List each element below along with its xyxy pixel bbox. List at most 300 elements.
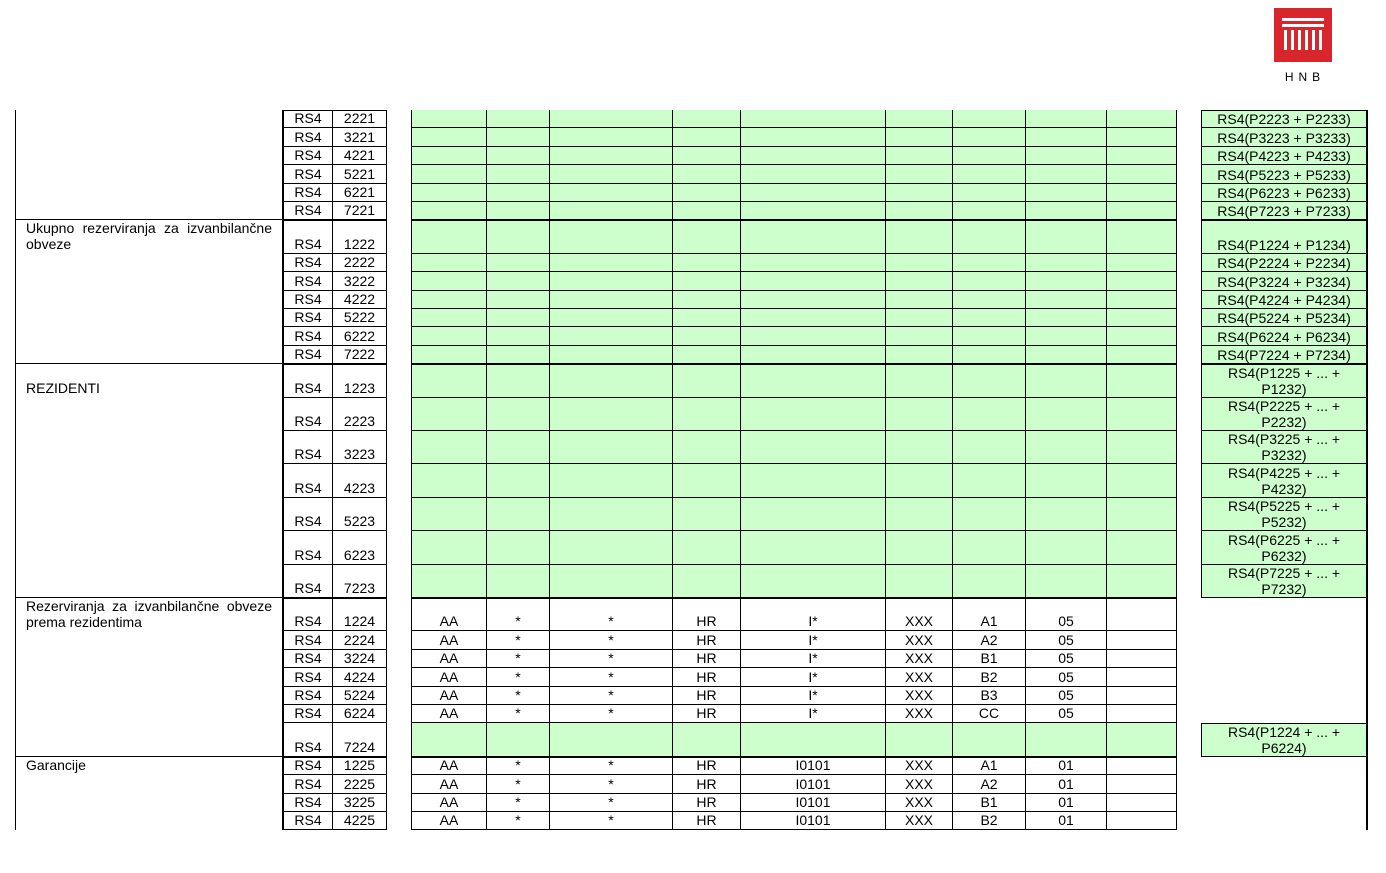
data-cell (1107, 565, 1177, 598)
data-cell (1107, 668, 1177, 686)
data-cell (1026, 110, 1107, 128)
formula-text: RS4(P7224 + P7234) (1217, 347, 1351, 364)
data-cell (673, 165, 741, 183)
data-cell: XXX (886, 631, 953, 649)
row-number: 2224 (333, 631, 387, 649)
data-cell (1107, 775, 1177, 793)
row-number: 4223 (333, 464, 387, 497)
data-cell (550, 128, 673, 146)
data-cell: A1 (953, 598, 1026, 631)
data-cell (741, 291, 886, 309)
formula-text: RS4(P2225 + ... + P2232) (1227, 397, 1341, 430)
data-cell (411, 291, 487, 309)
data-cell (741, 202, 886, 220)
row-code: RS4 (283, 398, 333, 431)
data-cell (550, 272, 673, 290)
cells-top-border (411, 598, 1177, 599)
row-top-border (283, 220, 387, 221)
cells-top-border (411, 364, 1177, 365)
data-cell (411, 309, 487, 327)
data-cell (1026, 498, 1107, 531)
row-code: RS4 (283, 165, 333, 183)
row-code: RS4 (283, 346, 333, 364)
data-cell: HR (673, 775, 741, 793)
data-cell (411, 723, 487, 756)
data-cell (886, 254, 953, 272)
data-cell: XXX (886, 650, 953, 668)
data-cell (550, 464, 673, 497)
data-cell: A2 (953, 631, 1026, 649)
data-cell (550, 309, 673, 327)
data-cell (1107, 202, 1177, 220)
section-label-cell (15, 110, 283, 220)
formula-text: RS4(P1224 + P1234) (1217, 236, 1351, 253)
formula-cell (1201, 398, 1367, 431)
data-cell (886, 184, 953, 202)
data-cell: AA (411, 705, 487, 723)
data-cell (550, 184, 673, 202)
data-cell (411, 346, 487, 364)
data-cell (953, 165, 1026, 183)
data-cell (886, 220, 953, 253)
data-cell (1107, 498, 1177, 531)
data-cell (1107, 254, 1177, 272)
data-cell (1107, 812, 1177, 830)
data-cell (741, 128, 886, 146)
data-cell (411, 184, 487, 202)
data-cell (673, 346, 741, 364)
data-cell (1107, 220, 1177, 253)
row-number: 4222 (333, 291, 387, 309)
data-cell (953, 464, 1026, 497)
data-cell (1107, 309, 1177, 327)
data-cell: 05 (1026, 631, 1107, 649)
row-code: RS4 (283, 650, 333, 668)
data-cell: * (550, 794, 673, 812)
data-cell: 05 (1026, 650, 1107, 668)
data-cell (1107, 327, 1177, 345)
data-cell (953, 202, 1026, 220)
data-cell (673, 272, 741, 290)
formula-cell (1201, 309, 1367, 327)
data-cell: * (487, 812, 550, 830)
data-cell: * (550, 631, 673, 649)
data-cell (673, 364, 741, 397)
data-cell (1107, 757, 1177, 775)
data-cell (953, 723, 1026, 756)
data-cell: HR (673, 812, 741, 830)
data-cell (487, 220, 550, 253)
row-code: RS4 (283, 254, 333, 272)
data-cell (487, 202, 550, 220)
data-cell (550, 110, 673, 128)
data-cell (886, 498, 953, 531)
data-cell (1107, 346, 1177, 364)
row-number: 4224 (333, 668, 387, 686)
cells-top-border (411, 220, 1177, 221)
data-cell (1107, 398, 1177, 431)
formula-text: RS4(P5225 + ... + P5232) (1227, 498, 1341, 531)
data-cell (487, 498, 550, 531)
row-number: 2222 (333, 254, 387, 272)
data-cell: I* (741, 631, 886, 649)
data-cell (1026, 531, 1107, 564)
formula-cell (1201, 531, 1367, 564)
row-top-border (283, 110, 387, 111)
section-label: Rezerviranja za izvanbilančne obveze prema rezidentima (26, 598, 272, 630)
row-number: 7221 (333, 202, 387, 220)
row-number: 5222 (333, 309, 387, 327)
data-cell (550, 723, 673, 756)
formula-text: RS4(P7225 + ... + P7232) (1227, 564, 1341, 597)
formula-cell (1201, 346, 1367, 364)
formula-cell (1201, 184, 1367, 202)
data-cell (1026, 128, 1107, 146)
data-cell: * (487, 631, 550, 649)
formula-text: RS4(P1224 + ... + P6224) (1227, 723, 1341, 756)
formula-text: RS4(P4225 + ... + P4232) (1227, 464, 1341, 497)
data-cell: A1 (953, 757, 1026, 775)
section-label: Ukupno rezerviranja za izvanbilančne obveze (26, 220, 272, 253)
data-cell (886, 202, 953, 220)
row-code: RS4 (283, 309, 333, 327)
row-number: 7223 (333, 565, 387, 598)
data-cell (953, 272, 1026, 290)
data-cell (550, 398, 673, 431)
row-code: RS4 (283, 631, 333, 649)
data-cell (1026, 291, 1107, 309)
data-cell: I* (741, 650, 886, 668)
data-cell (673, 254, 741, 272)
section-label: Garancije (26, 756, 86, 773)
row-code: RS4 (283, 272, 333, 290)
data-cell (411, 272, 487, 290)
data-cell (487, 531, 550, 564)
data-cell (741, 327, 886, 345)
data-cell (886, 165, 953, 183)
data-cell: XXX (886, 668, 953, 686)
row-number: 3223 (333, 431, 387, 464)
data-cell: XXX (886, 598, 953, 631)
data-cell: 05 (1026, 687, 1107, 705)
data-cell (1107, 650, 1177, 668)
data-cell (1026, 220, 1107, 253)
data-cell (487, 723, 550, 756)
row-number: 5223 (333, 498, 387, 531)
data-cell (953, 220, 1026, 253)
data-cell: * (550, 775, 673, 793)
row-number: 6224 (333, 705, 387, 723)
row-number: 1224 (333, 598, 387, 631)
row-code: RS4 (283, 464, 333, 497)
row-code: RS4 (283, 110, 333, 128)
data-cell: * (550, 668, 673, 686)
row-number: 6221 (333, 184, 387, 202)
data-cell: B1 (953, 794, 1026, 812)
data-cell (411, 128, 487, 146)
data-cell (411, 464, 487, 497)
data-cell: * (550, 757, 673, 775)
row-number: 3225 (333, 794, 387, 812)
formula-text: RS4(P2223 + P2233) (1217, 111, 1351, 128)
data-cell (487, 464, 550, 497)
formula-text: RS4(P6223 + P6233) (1217, 184, 1351, 201)
row-number: 3221 (333, 128, 387, 146)
data-cell: B2 (953, 668, 1026, 686)
formula-cell (1201, 202, 1367, 220)
data-cell (953, 531, 1026, 564)
data-cell (741, 464, 886, 497)
data-cell (550, 498, 673, 531)
section-label-cell (15, 364, 283, 598)
data-cell (411, 531, 487, 564)
data-cell (741, 309, 886, 327)
data-cell (1026, 346, 1107, 364)
data-cell (673, 110, 741, 128)
formula-text: RS4(P5223 + P5233) (1217, 166, 1351, 183)
data-cell (886, 110, 953, 128)
data-cell (673, 723, 741, 756)
formula-text: RS4(P1225 + ... + P1232) (1227, 364, 1341, 397)
row-number: 4225 (333, 812, 387, 830)
data-cell: * (550, 598, 673, 631)
row-code: RS4 (283, 723, 333, 756)
data-cell (673, 464, 741, 497)
data-cell (487, 128, 550, 146)
data-cell (741, 220, 886, 253)
row-code: RS4 (283, 598, 333, 631)
data-cell: * (487, 794, 550, 812)
data-cell: XXX (886, 757, 953, 775)
data-cell: AA (411, 812, 487, 830)
data-cell (673, 398, 741, 431)
data-cell (886, 327, 953, 345)
data-cell (487, 309, 550, 327)
data-cell: HR (673, 794, 741, 812)
data-cell (1107, 598, 1177, 631)
data-cell (673, 184, 741, 202)
formula-cell (1201, 128, 1367, 146)
row-top-border (283, 598, 387, 599)
row-code: RS4 (283, 565, 333, 598)
data-cell (550, 202, 673, 220)
data-cell (673, 202, 741, 220)
section-label-cell (15, 220, 283, 364)
data-cell: B3 (953, 687, 1026, 705)
data-cell: B1 (953, 650, 1026, 668)
row-code: RS4 (283, 364, 333, 397)
data-cell (411, 431, 487, 464)
formula-cell (1201, 327, 1367, 345)
data-cell (487, 110, 550, 128)
data-cell: * (487, 668, 550, 686)
data-cell (673, 147, 741, 165)
section-label-cell (15, 598, 283, 757)
formula-text: RS4(P5224 + P5234) (1217, 310, 1351, 327)
data-cell (886, 565, 953, 598)
data-cell: CC (953, 705, 1026, 723)
data-cell (673, 291, 741, 309)
data-cell (487, 327, 550, 345)
data-cell (1107, 128, 1177, 146)
data-cell (886, 464, 953, 497)
data-cell (953, 498, 1026, 531)
row-code: RS4 (283, 220, 333, 253)
data-cell (487, 565, 550, 598)
row-code: RS4 (283, 705, 333, 723)
data-cell: * (487, 775, 550, 793)
data-cell: 01 (1026, 794, 1107, 812)
data-cell (411, 147, 487, 165)
data-cell: 01 (1026, 775, 1107, 793)
data-cell (1107, 110, 1177, 128)
data-cell: * (550, 812, 673, 830)
data-cell (953, 147, 1026, 165)
data-cell (1026, 364, 1107, 397)
row-number: 5221 (333, 165, 387, 183)
data-cell (550, 327, 673, 345)
formula-text: RS4(P4224 + P4234) (1217, 291, 1351, 308)
data-cell (1026, 272, 1107, 290)
row-number: 2225 (333, 775, 387, 793)
data-cell (741, 364, 886, 397)
data-cell (411, 498, 487, 531)
formula-cell (1201, 110, 1367, 128)
row-code: RS4 (283, 668, 333, 686)
data-cell (1026, 309, 1107, 327)
data-cell (673, 309, 741, 327)
data-cell (411, 110, 487, 128)
data-cell (487, 272, 550, 290)
data-cell (886, 398, 953, 431)
data-cell (886, 291, 953, 309)
data-cell: AA (411, 598, 487, 631)
data-cell: 05 (1026, 598, 1107, 631)
data-cell (886, 723, 953, 756)
data-cell: I* (741, 705, 886, 723)
data-cell: XXX (886, 775, 953, 793)
data-cell (487, 364, 550, 397)
row-number: 1225 (333, 757, 387, 775)
data-cell: 05 (1026, 705, 1107, 723)
data-cell: HR (673, 631, 741, 649)
data-cell: HR (673, 650, 741, 668)
data-cell (1026, 184, 1107, 202)
row-number: 2223 (333, 398, 387, 431)
data-cell: * (487, 598, 550, 631)
data-cell (1026, 202, 1107, 220)
data-cell (673, 128, 741, 146)
data-cell: XXX (886, 705, 953, 723)
data-cell: I0101 (741, 757, 886, 775)
data-cell (411, 364, 487, 397)
data-cell (673, 327, 741, 345)
data-cell: AA (411, 631, 487, 649)
row-code: RS4 (283, 147, 333, 165)
data-cell: * (550, 650, 673, 668)
formula-text: RS4(P6225 + ... + P6232) (1227, 531, 1341, 564)
data-cell: * (550, 687, 673, 705)
data-cell (886, 147, 953, 165)
data-cell: I0101 (741, 794, 886, 812)
row-number: 5224 (333, 687, 387, 705)
data-cell (1026, 464, 1107, 497)
data-cell (886, 431, 953, 464)
data-cell (550, 431, 673, 464)
data-cell (1107, 184, 1177, 202)
formula-cell (1201, 565, 1367, 598)
data-cell (741, 272, 886, 290)
data-cell (886, 272, 953, 290)
data-cell (741, 147, 886, 165)
data-cell: XXX (886, 812, 953, 830)
data-cell (411, 220, 487, 253)
section-label-cell (15, 757, 283, 831)
formula-cell (1201, 254, 1367, 272)
data-cell (487, 147, 550, 165)
data-cell (1107, 723, 1177, 756)
data-cell: * (487, 687, 550, 705)
data-cell (1026, 431, 1107, 464)
data-cell (673, 565, 741, 598)
formula-text: RS4(P3225 + ... + P3232) (1227, 431, 1341, 464)
data-cell (953, 431, 1026, 464)
row-number: 2221 (333, 110, 387, 128)
data-cell (1107, 705, 1177, 723)
data-cell (550, 531, 673, 564)
cells-top-border (411, 757, 1177, 758)
row-code: RS4 (283, 202, 333, 220)
row-number: 3224 (333, 650, 387, 668)
data-cell (953, 110, 1026, 128)
data-cell (550, 147, 673, 165)
data-cell (487, 165, 550, 183)
data-cell (487, 398, 550, 431)
data-cell (953, 398, 1026, 431)
data-cell: AA (411, 794, 487, 812)
formula-cell (1201, 364, 1367, 397)
data-cell (741, 565, 886, 598)
row-code: RS4 (283, 812, 333, 830)
formula-top-border (1201, 110, 1367, 111)
data-cell (550, 220, 673, 253)
data-cell: AA (411, 668, 487, 686)
data-cell (673, 431, 741, 464)
data-cell (953, 327, 1026, 345)
data-cell: 05 (1026, 668, 1107, 686)
data-cell (487, 346, 550, 364)
data-cell (487, 184, 550, 202)
formula-cell (1201, 723, 1367, 756)
data-cell (487, 431, 550, 464)
data-cell (741, 184, 886, 202)
row-code: RS4 (283, 794, 333, 812)
row-code: RS4 (283, 431, 333, 464)
data-cell (1107, 687, 1177, 705)
data-cell (1026, 327, 1107, 345)
data-cell: 01 (1026, 757, 1107, 775)
data-cell: AA (411, 757, 487, 775)
data-cell: I0101 (741, 812, 886, 830)
data-cell (741, 431, 886, 464)
data-cell (550, 165, 673, 183)
data-cell (487, 291, 550, 309)
data-cell: * (487, 705, 550, 723)
formula-cell (1201, 147, 1367, 165)
data-cell (741, 398, 886, 431)
data-cell (1026, 565, 1107, 598)
data-cell: XXX (886, 687, 953, 705)
